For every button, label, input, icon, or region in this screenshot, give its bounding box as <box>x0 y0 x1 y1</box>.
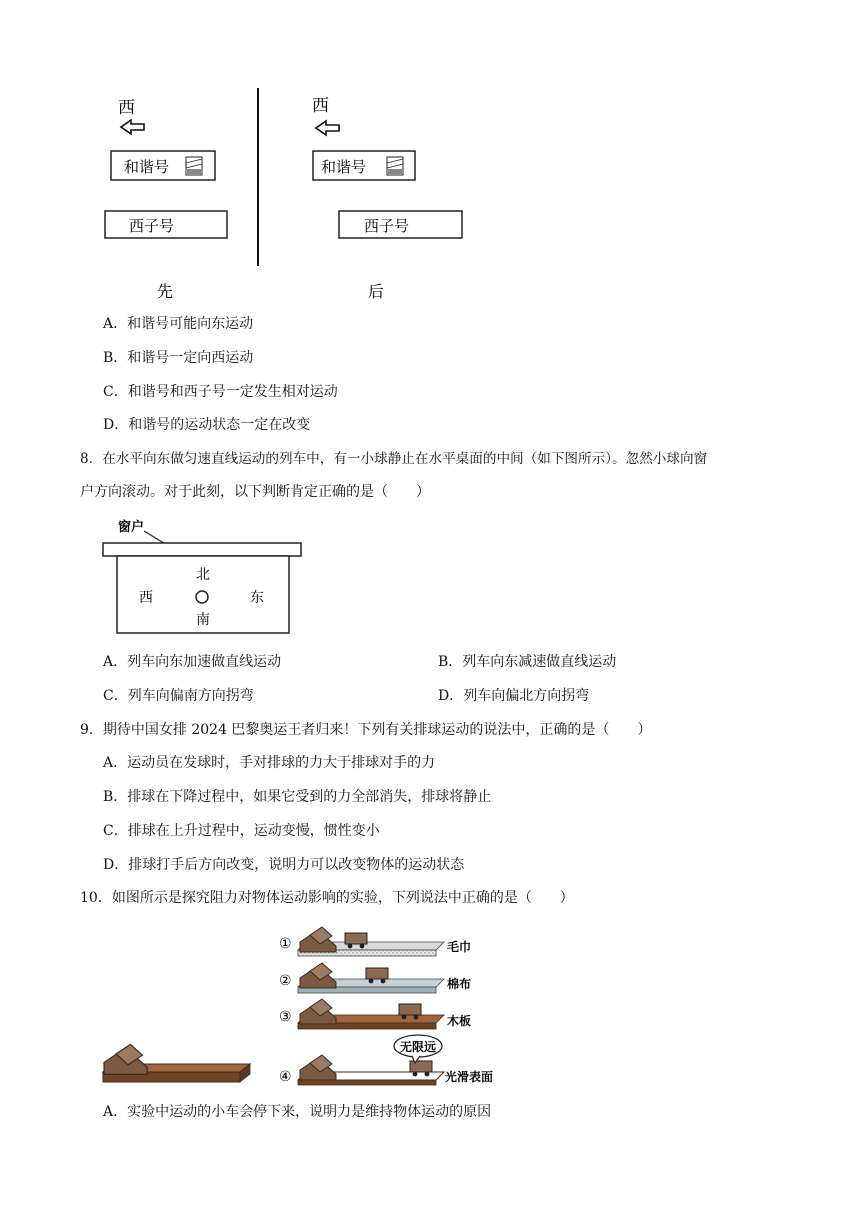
q7-left-direction: 西 <box>118 98 135 118</box>
q10-label-2: 棉布 <box>447 977 472 991</box>
q8-ball <box>196 591 208 603</box>
q10-smooth-track <box>298 1055 444 1085</box>
q7-figure-svg <box>0 0 860 310</box>
q8-east-label: 东 <box>250 590 264 606</box>
q10-large-track <box>103 1044 250 1082</box>
q9-option-b: B．排球在下降过程中，如果它受到的力全部消失，排球将静止 <box>103 789 492 805</box>
q9-option-c: C．排球在上升过程中，运动变慢，惯性变小 <box>103 823 380 839</box>
q8-option-d: D．列车向偏北方向拐弯 <box>438 688 590 704</box>
q10-cotton-track <box>298 963 444 993</box>
q7-right-hatch-icon <box>387 157 403 175</box>
q7-left-train-b-label: 西子号 <box>129 217 175 235</box>
q8-window-label: 窗户 <box>118 520 145 535</box>
q7-option-b: B．和谐号一定向西运动 <box>103 350 254 366</box>
q10-figure-svg <box>0 920 560 1100</box>
q7-option-a: A．和谐号可能向东运动 <box>103 316 254 332</box>
q10-num-4: ④ <box>279 1069 292 1085</box>
q8-option-c: C．列车向偏南方向拐弯 <box>103 688 254 704</box>
q8-window-sill <box>103 543 301 556</box>
q8-option-a: A．列车向东加速做直线运动 <box>103 654 282 670</box>
q8-west-label: 西 <box>139 590 153 606</box>
q9-option-a: A．运动员在发球时，手对排球的力大于排球对手的力 <box>103 755 436 771</box>
q10-num-1: ① <box>279 936 292 952</box>
q7-right-direction: 西 <box>312 96 329 116</box>
q10-num-3: ③ <box>279 1009 292 1025</box>
q7-right-arrow-icon <box>316 121 339 135</box>
q7-figure <box>0 0 860 310</box>
q10-label-1: 毛巾 <box>447 940 472 954</box>
q7-right-train-a-label: 和谐号 <box>321 158 367 176</box>
q10-label-3: 木板 <box>447 1014 472 1028</box>
q10-wood-track <box>298 999 444 1029</box>
q10-bubble-text: 无限远 <box>400 1040 437 1054</box>
q9-option-d: D．排球打手后方向改变，说明力可以改变物体的运动状态 <box>103 857 465 873</box>
q7-right-caption: 后 <box>368 282 385 301</box>
q7-option-c: C．和谐号和西子号一定发生相对运动 <box>103 384 338 400</box>
q8-south-label: 南 <box>196 612 210 628</box>
q7-left-arrow-icon <box>121 120 144 134</box>
q8-figure-svg <box>0 510 330 640</box>
q7-left-train-a-label: 和谐号 <box>124 158 170 176</box>
q10-towel-track <box>298 927 444 956</box>
q8-stem-line1: 8．在水平向东做匀速直线运动的列车中，有一小球静止在水平桌面的中间（如下图所示）。忽然小球向窗 <box>80 451 708 467</box>
q8-figure <box>0 510 330 640</box>
q8-stem-line2: 户方向滚动。对于此刻，以下判断肯定正确的是（ ） <box>80 484 430 500</box>
q8-option-b: B．列车向东减速做直线运动 <box>438 654 617 670</box>
q10-num-2: ② <box>279 973 292 989</box>
q7-left-hatch-icon <box>186 157 202 175</box>
q10-option-a: A．实验中运动的小车会停下来，说明力是维持物体运动的原因 <box>103 1104 492 1120</box>
q7-left-caption: 先 <box>157 282 174 301</box>
q10-figure <box>0 920 560 1100</box>
q8-north-label: 北 <box>196 567 210 583</box>
q10-stem: 10．如图所示是探究阻力对物体运动影响的实验，下列说法中正确的是（ ） <box>80 890 574 906</box>
q9-stem: 9．期待中国女排 2024 巴黎奥运王者归来！下列有关排球运动的说法中，正确的是（ ） <box>80 722 652 738</box>
q10-label-4: 光滑表面 <box>445 1070 494 1084</box>
q7-option-d: D．和谐号的运动状态一定在改变 <box>103 417 311 433</box>
q7-right-train-b-label: 西子号 <box>364 217 410 235</box>
